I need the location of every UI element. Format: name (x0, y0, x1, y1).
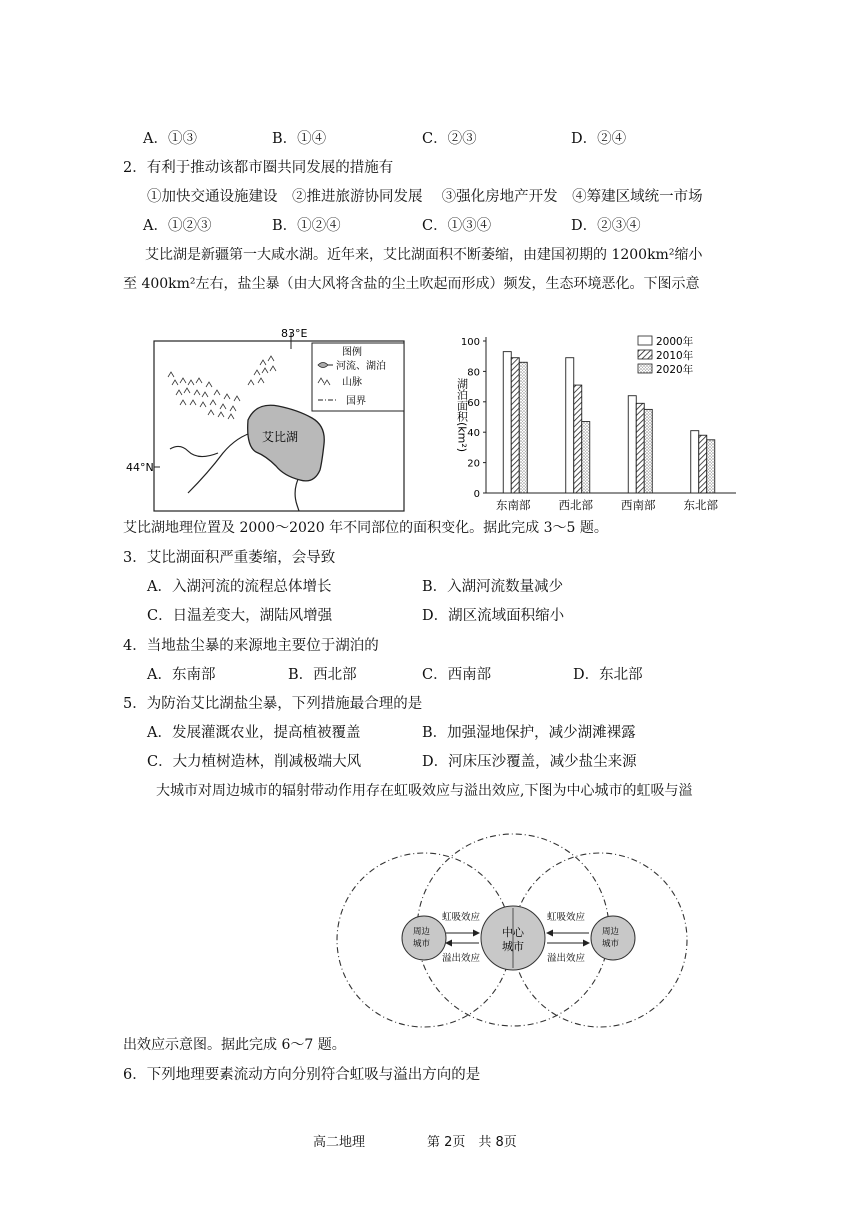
q4-option-d: D．东北部 (573, 667, 643, 683)
legend-swatch (638, 336, 652, 345)
q3-option-c: C．日温差变大，湖陆风增强 (147, 608, 333, 624)
y-tick-label: 60 (467, 397, 480, 409)
center-city-label-b: 城市 (502, 940, 524, 953)
passage2-line1: 大城市对周边城市的辐射带动作用存在虹吸效应与溢出效应,下图为中心城市的虹吸与溢 (156, 783, 693, 799)
left-spill-label: 溢出效应 (442, 953, 481, 964)
q3-option-a: A．入湖河流的流程总体增长 (147, 579, 332, 595)
q3-option-d: D．湖区流域面积缩小 (422, 608, 565, 624)
left-city-label-b: 城市 (413, 939, 431, 949)
right-city-label-b: 城市 (602, 939, 620, 949)
q1-option-a: A．①③ (143, 131, 197, 147)
legend-swatch (638, 350, 652, 359)
q2-items: ①加快交通设施建设 ②推进旅游协同发展 ③强化房地产开发 ④筹建区域统一市场 (147, 189, 703, 205)
bar (566, 358, 574, 493)
legend-title: 图例 (342, 347, 362, 358)
bar (644, 409, 652, 493)
passage1-line1: 艾比湖是新疆第一大咸水湖。近年来，艾比湖面积不断萎缩，由建国初期的 1200km²缩小 (145, 247, 703, 263)
bar (707, 440, 715, 493)
y-tick-label: 80 (467, 367, 480, 379)
x-tick-label: 东北部 (683, 498, 718, 512)
y-axis-label: 湖泊面积(km²) (455, 378, 469, 453)
q4-stem: 4．当地盐尘暴的来源地主要位于湖泊的 (123, 638, 379, 654)
left-city-label-a: 周边 (413, 927, 431, 937)
q5-option-a: A．发展灌溉农业，提高植被覆盖 (147, 725, 361, 741)
q5-option-b: B．加强湿地保护，减少湖滩裸露 (422, 725, 636, 741)
bar (503, 352, 511, 493)
q1-option-c: C．②③ (422, 131, 477, 147)
right-city-label-a: 周边 (602, 927, 620, 937)
right-spill-label: 溢出效应 (547, 953, 586, 964)
passage1-line2: 至 400km²左右，盐尘暴（由大风将含盐的尘土吹起而形成）频发，生态环境恶化。下图示意 (123, 276, 700, 292)
q6-stem: 6．下列地理要素流动方向分别符合虹吸与溢出方向的是 (123, 1067, 481, 1083)
left-siphon-label: 虹吸效应 (442, 912, 481, 923)
q2-stem: 2．有利于推动该都市圈共同发展的措施有 (123, 160, 394, 176)
y-tick-label: 0 (473, 489, 480, 500)
bar (511, 358, 519, 493)
right-siphon-label: 虹吸效应 (547, 912, 586, 923)
center-city-label-a: 中心 (502, 926, 524, 939)
y-tick-label: 40 (467, 428, 480, 440)
right-city-node (591, 916, 635, 960)
bar (519, 362, 527, 493)
legend-label: 2000年 (656, 336, 694, 348)
q1-option-d: D．②④ (571, 131, 627, 147)
q1-option-b: B．①④ (272, 131, 327, 147)
legend-river-lake: 河流、湖泊 (336, 361, 386, 372)
q2-option-c: C．①③④ (422, 218, 492, 234)
longitude-label: 83°E (281, 327, 308, 340)
passage1-line3: 艾比湖地理位置及 2000～2020 年不同部位的面积变化。据此完成 3～5 题。 (123, 520, 608, 536)
passage2-line2: 出效应示意图。据此完成 6～7 题。 (123, 1037, 346, 1053)
q5-option-c: C．大力植树造林，削减极端大风 (147, 754, 362, 770)
legend-swatch (638, 364, 652, 373)
left-city-node (402, 916, 446, 960)
legend-border: 国界 (346, 396, 366, 407)
x-tick-label: 西南部 (621, 498, 656, 512)
bar (636, 403, 644, 493)
lake-label: 艾比湖 (262, 430, 299, 444)
q3-option-b: B．入湖河流数量减少 (422, 579, 564, 595)
lake-location-map (126, 325, 410, 515)
area-bar-chart (448, 326, 744, 518)
q5-option-d: D．河床压沙覆盖，减少盐尘来源 (422, 754, 637, 770)
x-tick-label: 东南部 (496, 498, 531, 512)
bar (628, 396, 636, 493)
q2-option-d: D．②③④ (571, 218, 641, 234)
bar (582, 422, 590, 493)
q4-option-c: C．西南部 (422, 667, 492, 683)
legend-label: 2020年 (656, 364, 694, 376)
legend-mountain: 山脉 (342, 377, 362, 388)
q5-stem: 5．为防治艾比湖盐尘暴，下列措施最合理的是 (123, 696, 423, 712)
footer-page: 第 2页 共 8页 (427, 1135, 517, 1150)
bar (699, 435, 707, 493)
y-tick-label: 100 (460, 337, 480, 348)
legend-label: 2010年 (656, 350, 694, 362)
x-tick-label: 西北部 (558, 498, 593, 512)
q2-option-b: B．①②④ (272, 218, 341, 234)
bar (574, 385, 582, 493)
q2-option-a: A．①②③ (143, 218, 212, 234)
footer-subject: 高二地理 (313, 1135, 366, 1150)
latitude-label: 44°N (126, 461, 154, 474)
bar (691, 431, 699, 493)
y-tick-label: 20 (467, 458, 480, 470)
q3-stem: 3．艾比湖面积严重萎缩，会导致 (123, 550, 336, 566)
q4-option-a: A．东南部 (147, 667, 216, 683)
q4-option-b: B．西北部 (288, 667, 357, 683)
siphon-spillover-diagram (330, 830, 730, 1030)
